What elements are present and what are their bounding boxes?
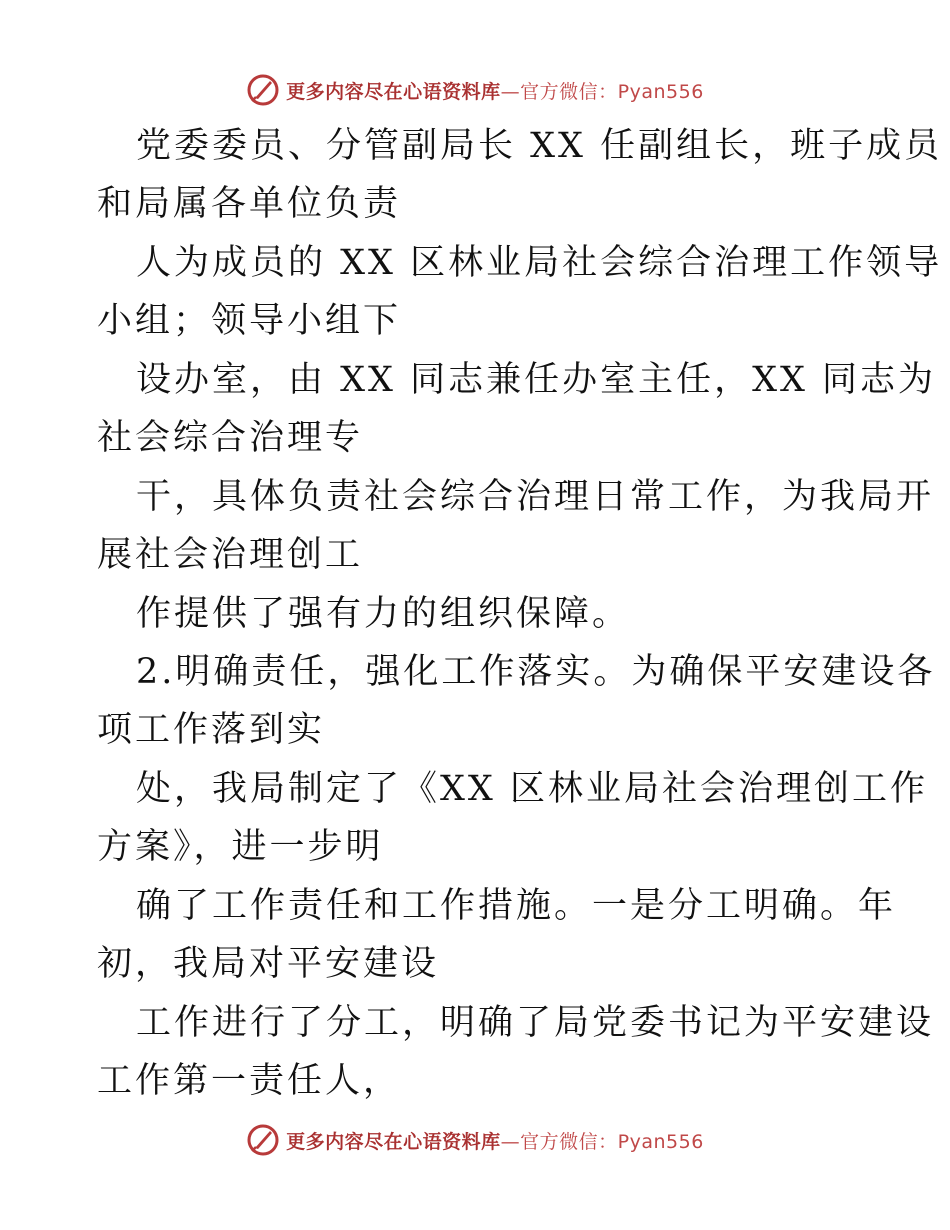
paragraph-line: 干，具体负责社会综合治理日常工作，为我局开: [136, 477, 935, 517]
banner-contact-text: 官方微信：Pyan556: [520, 80, 704, 103]
banner-separator: —: [500, 80, 521, 103]
paragraph-line: 工作第一责任人，: [97, 1061, 402, 1101]
paragraph-line: 初，我局对平安建设: [97, 944, 440, 984]
banner-text: [286, 77, 704, 104]
paragraph-line: 人为成员的 XX 区林业局社会综合治理工作领导: [136, 243, 943, 283]
banner-separator: —: [500, 1130, 521, 1153]
paragraph-line: 确了工作责任和工作措施。一是分工明确。年: [136, 886, 897, 926]
paragraph-line: 2.明确责任，强化工作落实。为确保平安建设各: [136, 652, 936, 692]
footer-banner: [0, 1118, 950, 1162]
paragraph-line: 展社会治理创工: [97, 535, 364, 575]
paragraph-line: 党委委员、分管副局长 XX 任副组长，班子成员: [136, 126, 943, 166]
paragraph-line: 工作进行了分工，明确了局党委书记为平安建设: [136, 1003, 935, 1043]
paragraph-line: 设办室，由 XX 同志兼任办室主任，XX 同志为: [136, 360, 937, 400]
feather-pen-logo-icon: [246, 1123, 280, 1157]
paragraph-line: 项工作落到实: [97, 710, 326, 750]
paragraph-line: 方案》，进一步明: [97, 827, 384, 867]
banner-contact-text: 官方微信：Pyan556: [520, 1130, 704, 1153]
paragraph-line: 社会综合治理专: [97, 418, 364, 458]
banner-main-text: 更多内容尽在心语资料库: [286, 1130, 501, 1153]
feather-pen-logo-icon: [246, 73, 280, 107]
banner-text: [286, 1127, 704, 1154]
paragraph-line: 处，我局制定了《XX 区林业局社会治理创工作: [136, 769, 928, 809]
header-banner: [0, 68, 950, 112]
banner-main-text: 更多内容尽在心语资料库: [286, 80, 501, 103]
paragraph-line: 作提供了强有力的组织保障。: [136, 594, 631, 634]
paragraph-line: 小组；领导小组下: [97, 301, 402, 341]
paragraph-line: 和局属各单位负责: [97, 184, 402, 224]
